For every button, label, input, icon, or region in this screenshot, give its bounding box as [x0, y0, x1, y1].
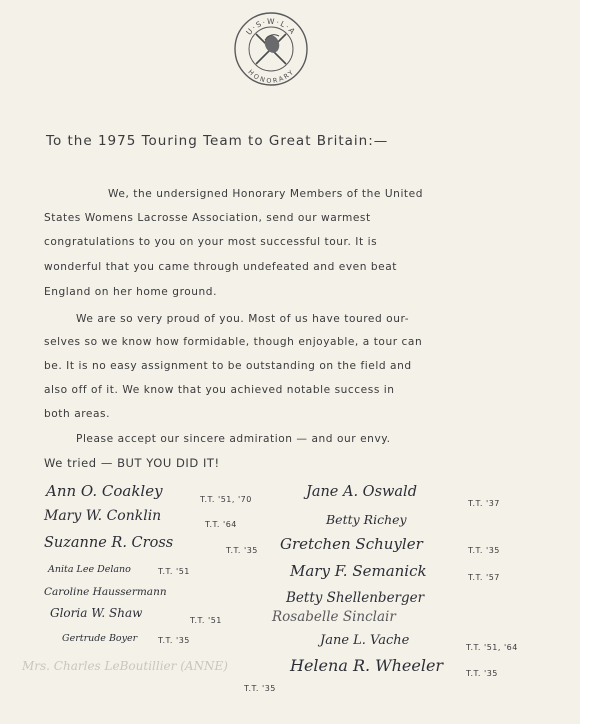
touring-team-years: T.T. '64: [205, 520, 237, 529]
association-seal: [232, 10, 310, 88]
signature-right: Helena R. Wheeler: [290, 656, 444, 675]
paragraph2-line: selves so we know how formidable, though enjoyable, a tour can: [44, 336, 423, 348]
paragraph1-line: States Womens Lacrosse Association, send our warmest: [44, 212, 371, 224]
touring-team-years: T.T. '35: [468, 546, 500, 555]
paragraph1-line: wonderful that you came through undefeated and even beat: [44, 261, 397, 273]
paragraph2-line: also off of it. We know that you achieved notable success in: [44, 384, 395, 396]
signature-right: Betty Richey: [326, 512, 407, 527]
touring-team-years: T.T. '35: [466, 669, 498, 678]
signature-left: Gertrude Boyer: [62, 633, 138, 644]
scan-margin: [580, 0, 593, 724]
signature-left-faint: Mrs. Charles LeBoutillier (ANNE): [22, 659, 228, 673]
salutation: To the 1975 Touring Team to Great Britain:—: [46, 133, 389, 149]
signature-right: Jane L. Vache: [320, 633, 410, 648]
touring-team-years: T.T. '35: [226, 546, 258, 555]
touring-team-years: T.T. '51, '64: [466, 643, 518, 652]
touring-team-years: T.T. '57: [468, 573, 500, 582]
signature-right: Betty Shellenberger: [286, 590, 425, 606]
paragraph2-line: We are so very proud of you. Most of us have toured our-: [76, 313, 410, 325]
seal-top-text: U·S·W·L·A: [244, 16, 298, 37]
touring-team-years: T.T. '51: [190, 616, 222, 625]
signature-right: Gretchen Schuyler: [280, 535, 423, 553]
touring-team-years: T.T. '51, '70: [200, 495, 252, 504]
signature-right: Mary F. Semanick: [290, 562, 427, 580]
signature-right: Rosabelle Sinclair: [272, 609, 396, 625]
signature-right: Jane A. Oswald: [306, 484, 417, 500]
seal-bottom-text: HONORARY: [246, 68, 296, 85]
paragraph3-line: Please accept our sincere admiration — and our envy.: [76, 433, 391, 445]
paragraph2-line: both areas.: [44, 408, 111, 420]
signature-left: Anita Lee Delano: [48, 564, 131, 575]
paragraph2-line: be. It is no easy assignment to be outstanding on the field and: [44, 360, 412, 372]
signature-left: Suzanne R. Cross: [44, 535, 174, 551]
paragraph1-line: We, the undersigned Honorary Members of the United: [108, 188, 423, 200]
closing-line: We tried — BUT YOU DID IT!: [44, 456, 220, 470]
signature-left: Gloria W. Shaw: [50, 606, 143, 620]
signature-left: Caroline Haussermann: [44, 586, 167, 598]
paragraph1-line: congratulations to you on your most successful tour. It is: [44, 236, 378, 248]
paragraph1-line: England on her home ground.: [44, 286, 217, 298]
signature-left: Mary W. Conklin: [44, 508, 162, 524]
touring-team-years: T.T. '35: [158, 636, 190, 645]
touring-team-years: T.T. '51: [158, 567, 190, 576]
touring-team-years: T.T. '37: [468, 499, 500, 508]
signature-left: Ann O. Coakley: [46, 482, 163, 500]
touring-team-years: T.T. '35: [244, 684, 276, 693]
